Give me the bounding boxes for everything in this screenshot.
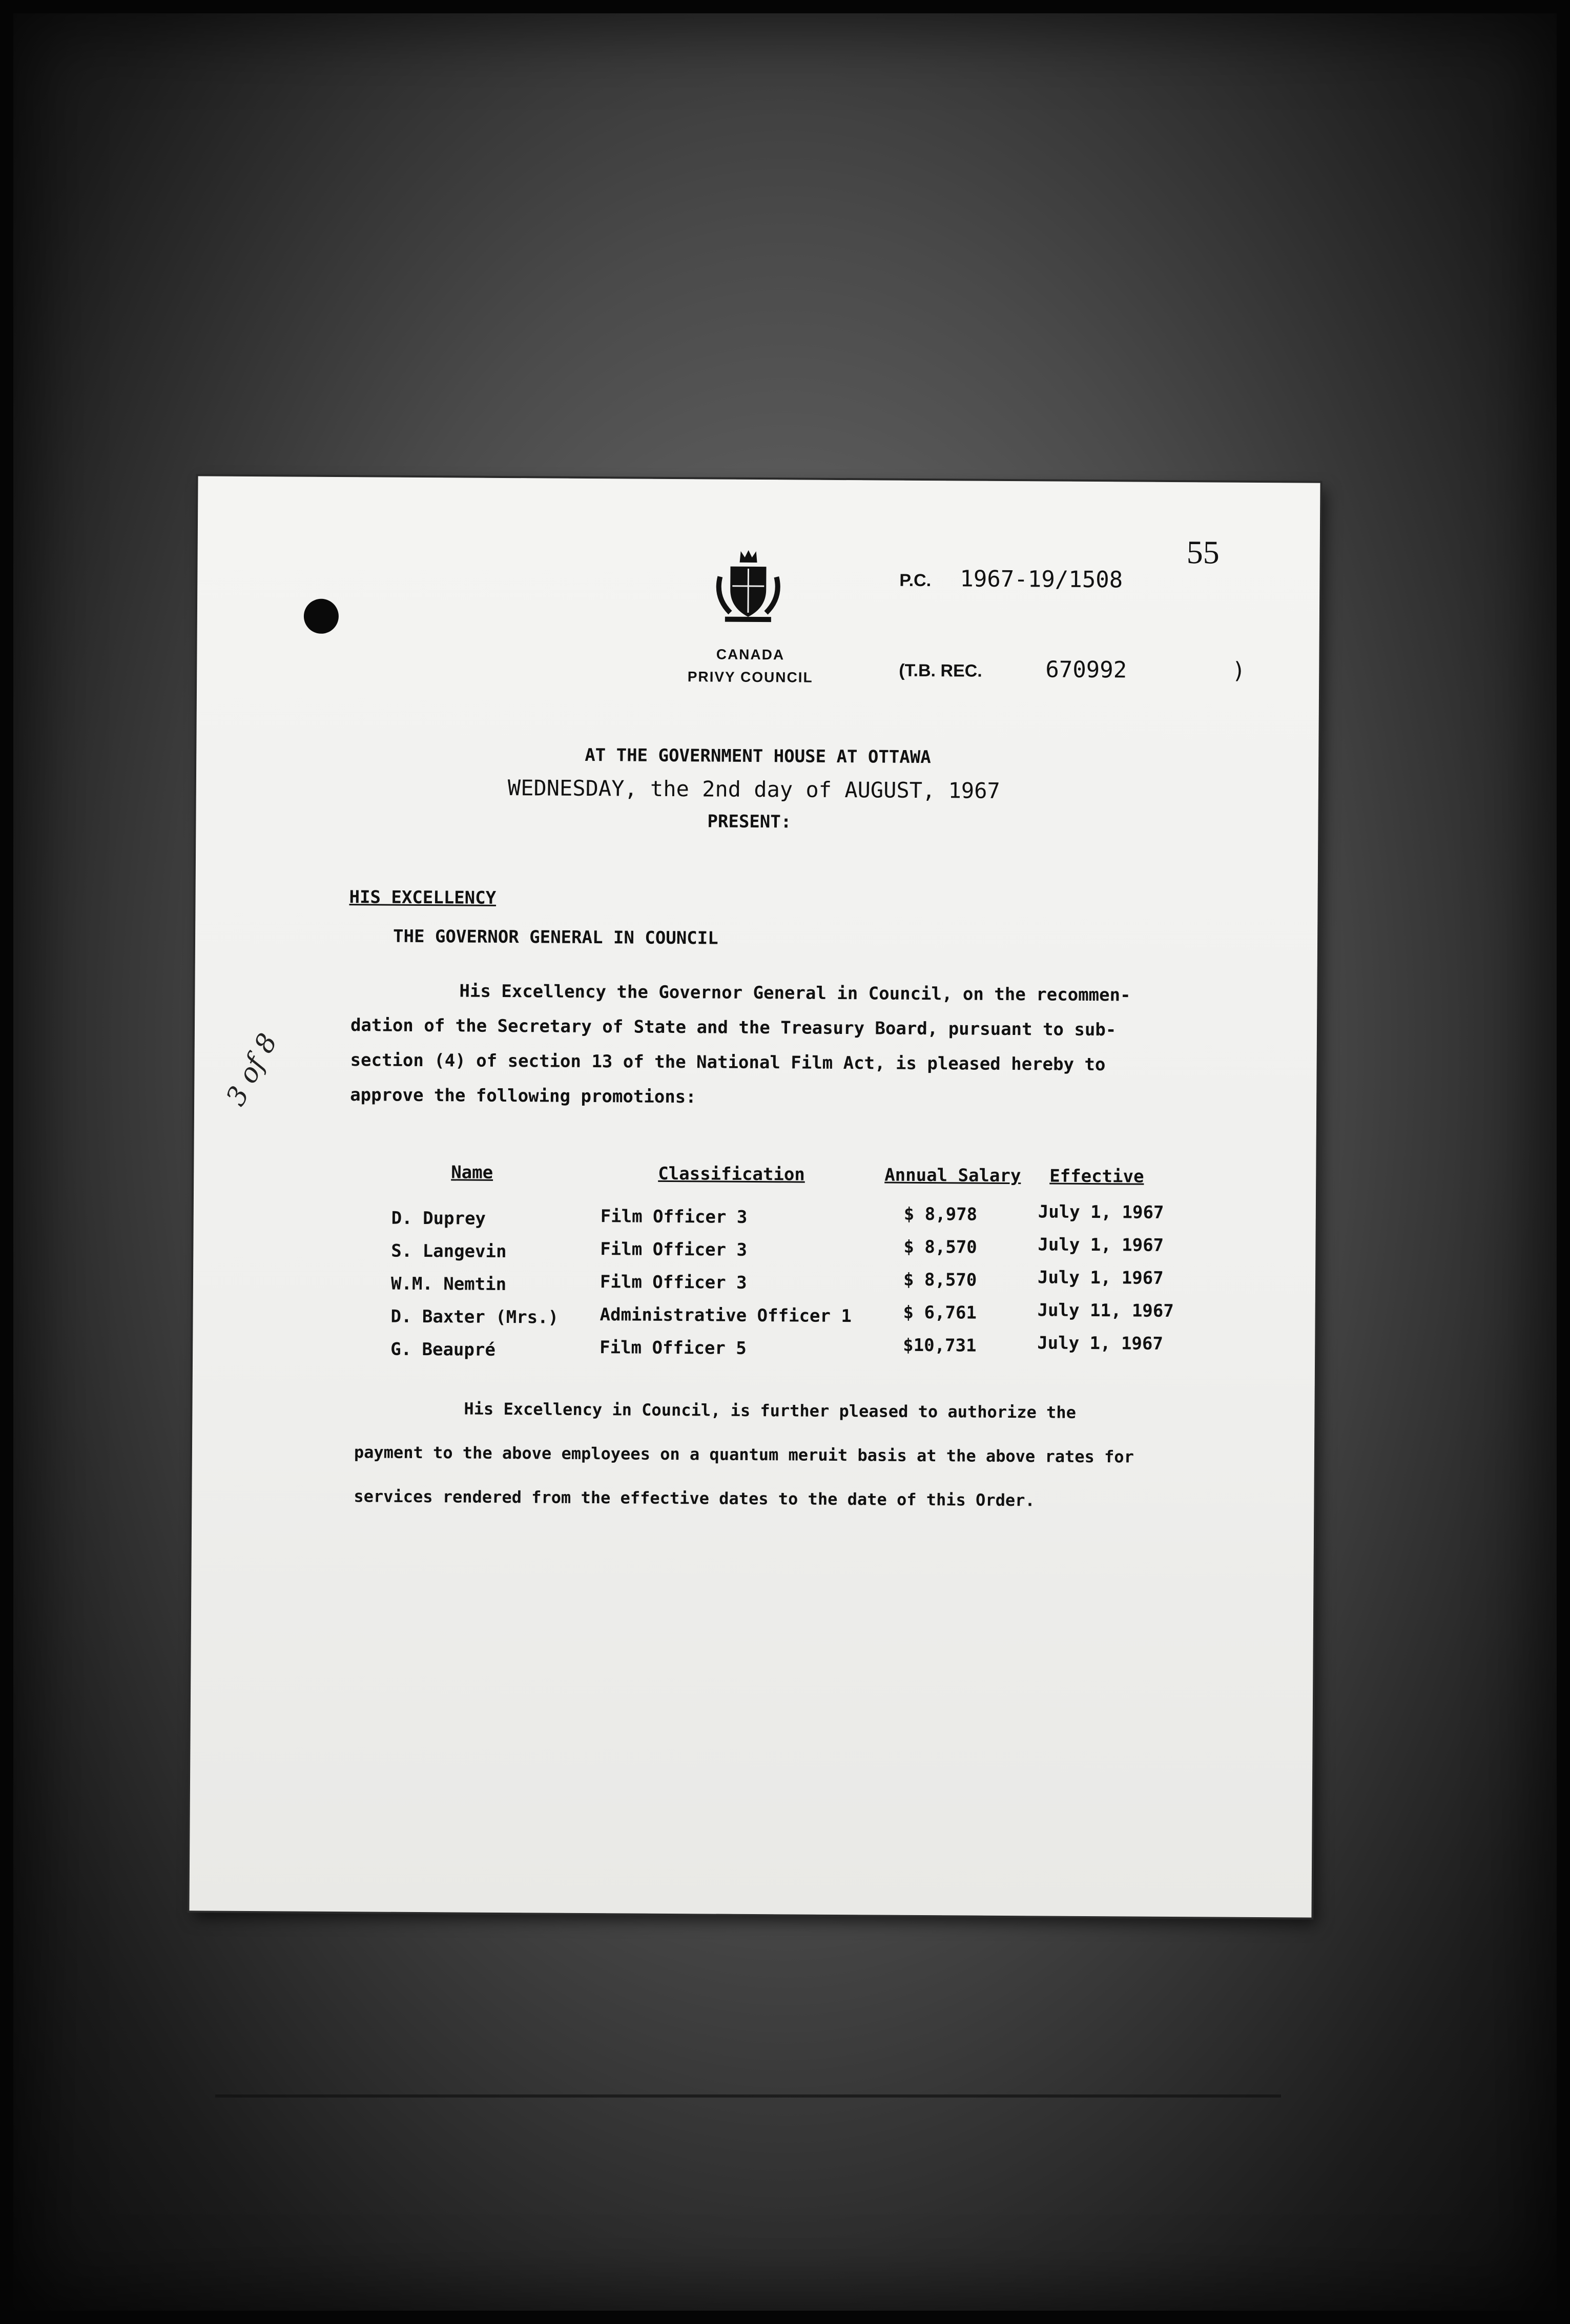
table-cell-name: G. Beaupré [390,1339,495,1360]
table-cell-classification: Film Officer 5 [600,1337,747,1359]
table-cell-classification: Administrative Officer 1 [600,1304,852,1327]
body-line: approve the following promotions: [350,1085,696,1108]
body-line: His Excellency the Governor General in Council, on the recommen- [459,981,1131,1006]
coat-of-arms-icon [715,546,782,624]
addressee-body: THE GOVERNOR GENERAL IN COUNCIL [392,926,718,949]
table-cell-salary: $ 8,570 [903,1269,977,1291]
closing-line: payment to the above employees on a quantum meruit basis at the above rates for [354,1442,1134,1467]
pc-label: P.C. [899,570,932,591]
column-header-classification: Classification [658,1163,805,1185]
date-heading: WEDNESDAY, the 2nd day of AUGUST, 1967 [507,775,1000,803]
letterhead-office: PRIVY COUNCIL [687,669,813,686]
table-cell-classification: Film Officer 3 [600,1206,748,1228]
tb-rec-label: (T.B. REC. [899,660,982,681]
column-header-effective: Effective [1049,1166,1144,1187]
tb-rec-number: 670992 [1045,656,1127,683]
film-divider-line [215,2094,1281,2098]
closing-line: services rendered from the effective dates to the date of this Order. [354,1486,1035,1510]
handwritten-margin-note: 3 of 8 [220,1028,284,1111]
column-header-salary: Annual Salary [884,1165,1021,1187]
table-cell-effective: July 11, 1967 [1037,1300,1174,1321]
table-cell-effective: July 1, 1967 [1038,1234,1164,1256]
table-cell-name: W.M. Nemtin [390,1273,507,1295]
table-cell-name: D. Baxter (Mrs.) [390,1306,559,1328]
punch-hole [304,599,339,634]
table-cell-salary: $10,731 [903,1335,977,1356]
table-cell-name: S. Langevin [391,1240,507,1262]
page-number: 55 [1186,534,1220,571]
table-cell-effective: July 1, 1967 [1038,1201,1164,1223]
table-cell-salary: $ 8,570 [903,1236,977,1258]
pc-number: 1967-19/1508 [960,566,1123,593]
table-cell-salary: $ 8,978 [903,1204,978,1225]
location-heading: AT THE GOVERNMENT HOUSE AT OTTAWA [585,744,931,768]
closing-line: His Excellency in Council, is further pleased to authorize the [464,1399,1077,1422]
table-cell-salary: $ 6,761 [903,1302,977,1323]
table-cell-name: D. Duprey [391,1208,486,1229]
present-heading: PRESENT: [707,811,792,833]
column-header-name: Name [451,1162,493,1183]
addressee-title: HIS EXCELLENCY [349,887,497,908]
body-line: dation of the Secretary of State and the Treasury Board, pursuant to sub- [350,1015,1117,1041]
letterhead-country: CANADA [716,646,785,663]
table-cell-classification: Film Officer 3 [600,1239,748,1260]
letterhead [668,643,833,689]
table-cell-classification: Film Officer 3 [600,1272,747,1293]
body-line: section (4) of section 13 of the National Film Act, is pleased hereby to [350,1050,1106,1075]
table-cell-effective: July 1, 1967 [1037,1267,1164,1289]
tb-rec-close: ) [1232,657,1246,684]
table-cell-effective: July 1, 1967 [1037,1333,1164,1354]
document-page [189,476,1320,1917]
